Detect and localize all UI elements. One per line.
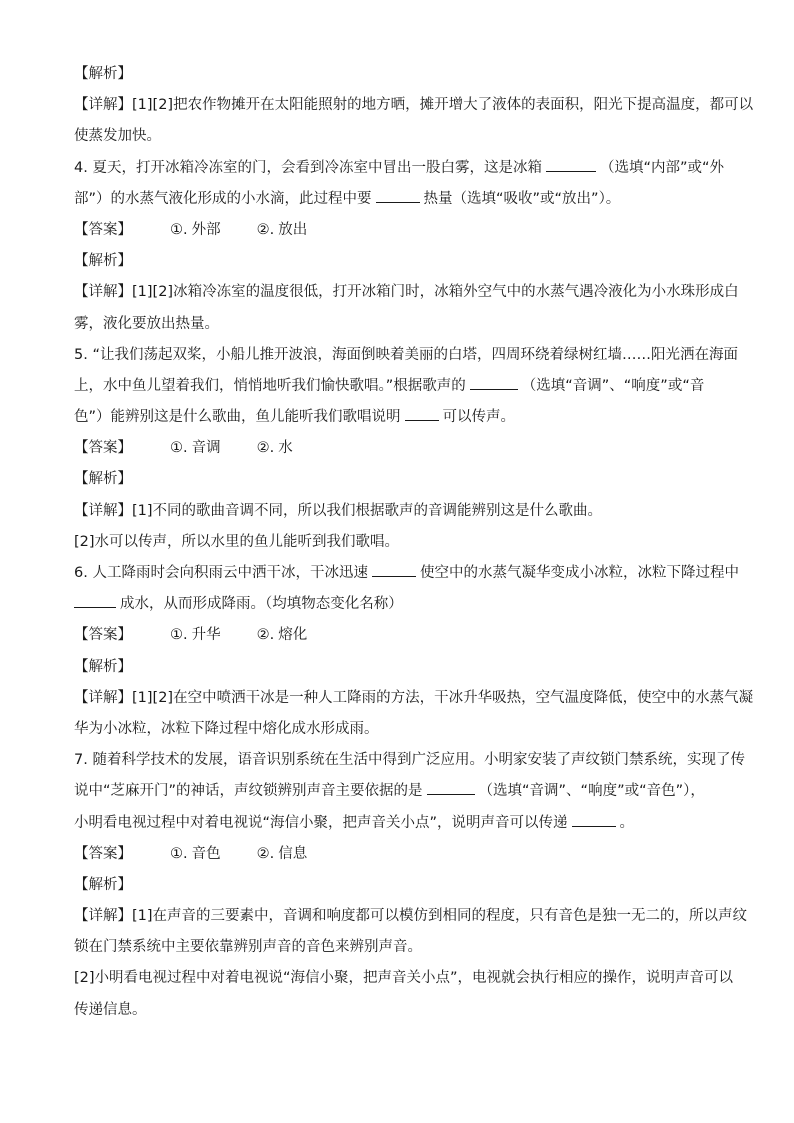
question-text: 部”）的水蒸气液化形成的小水滴，此过程中要 bbox=[74, 190, 372, 207]
detail-row-2 bbox=[74, 531, 724, 562]
analysis-label-row bbox=[74, 468, 724, 499]
detail-continuation bbox=[74, 125, 724, 156]
answer-blank bbox=[372, 562, 416, 577]
analysis-label-row bbox=[74, 874, 724, 905]
analysis-label: 【解析】 bbox=[74, 658, 132, 675]
answer-blank bbox=[470, 375, 518, 390]
detail-row bbox=[74, 94, 754, 125]
question-text: （选填“音调”、“响度”或“音 bbox=[521, 377, 705, 394]
answer-number-1: ①. bbox=[170, 221, 188, 238]
answer-2: 信息 bbox=[278, 845, 308, 862]
detail-text: [1]在声音的三要素中，音调和响度都可以模仿到相同的程度，只有音色是独一无二的，所以声纹 bbox=[132, 908, 748, 925]
analysis-label-row bbox=[74, 250, 724, 281]
analysis-label-row bbox=[74, 63, 724, 94]
question-text: 上，水中鱼儿望着我们，悄悄地听我们愉快歌唱。”根据歌声的 bbox=[74, 377, 466, 394]
detail-row bbox=[74, 905, 748, 936]
detail-label: 【详解】 bbox=[74, 502, 132, 519]
question-text: 小明看电视过程中对着电视说“海信小聚，把声音关小点”，说明声音可以传递 bbox=[74, 814, 568, 831]
analysis-label-row bbox=[74, 656, 724, 687]
detail-continuation bbox=[74, 718, 724, 749]
question-text: 7. 随着科学技术的发展，语音识别系统在生活中得到广泛应用。小明家安装了声纹锁门禁系统，实现了传 bbox=[74, 752, 745, 769]
question-text: 说中“芝麻开门”的神话，声纹锁辨别声音主要依据的是 bbox=[74, 783, 423, 800]
answer-1: 外部 bbox=[191, 221, 221, 238]
answer-number-2: ②. bbox=[256, 440, 275, 457]
answer-blank bbox=[376, 188, 420, 203]
detail-continuation bbox=[74, 936, 724, 967]
document-page bbox=[74, 63, 754, 1030]
answer-2: 放出 bbox=[278, 221, 308, 238]
answer-number-2: ②. bbox=[256, 221, 275, 238]
question-text: 热量（选填“吸收”或“放出”）。 bbox=[423, 190, 621, 207]
answer-number-1: ①. bbox=[170, 845, 188, 862]
detail-text: [1][2]在空中喷洒干冰是一种人工降雨的方法，干冰升华吸热，空气温度降低，使空中的水蒸气凝 bbox=[132, 689, 754, 706]
answer-1: 音调 bbox=[191, 440, 221, 457]
question-4-line-1 bbox=[74, 157, 724, 188]
question-5-line-2 bbox=[74, 375, 724, 406]
question-7-line-3 bbox=[74, 812, 724, 843]
detail-label: 【详解】 bbox=[74, 284, 132, 301]
analysis-label: 【解析】 bbox=[74, 471, 132, 488]
question-5-line-3 bbox=[74, 406, 724, 437]
answer-label: 【答案】 bbox=[74, 627, 132, 644]
question-6-line-1 bbox=[74, 562, 739, 593]
question-text: 成水，从而形成降雨。（均填物态变化名称） bbox=[120, 596, 403, 613]
detail-row bbox=[74, 281, 739, 312]
detail-text: 传递信息。 bbox=[74, 1001, 147, 1018]
answer-label: 【答案】 bbox=[74, 221, 132, 238]
answer-blank bbox=[546, 157, 596, 172]
detail-text: 锁在门禁系统中主要依靠辨别声音的音色来辨别声音。 bbox=[74, 939, 422, 956]
analysis-label: 【解析】 bbox=[74, 876, 132, 893]
answer-row bbox=[74, 437, 724, 468]
question-text: 5. “让我们荡起双桨，小船儿推开波浪，海面倒映着美丽的白塔，四周环绕着绿树红墙……阳光洒在海面 bbox=[74, 346, 738, 363]
answer-blank bbox=[572, 812, 616, 827]
detail-row-2 bbox=[74, 967, 734, 998]
question-text: （选填“音调”、“响度”或“音色”）， bbox=[478, 783, 705, 800]
answer-1: 升华 bbox=[191, 627, 221, 644]
answer-blank bbox=[427, 780, 475, 795]
detail-continuation bbox=[74, 313, 724, 344]
question-text: 6. 人工降雨时会向积雨云中洒干冰，干冰迅速 bbox=[74, 565, 368, 581]
detail-text: [1]不同的歌曲音调不同，所以我们根据歌声的音调能辨别这是什么歌曲。 bbox=[132, 502, 603, 519]
detail-text: [2]小明看电视过程中对着电视说“海信小聚，把声音关小点”，电视就会执行相应的操作，说明声音可以 bbox=[74, 970, 734, 987]
answer-label: 【答案】 bbox=[74, 440, 132, 457]
question-7-line-2 bbox=[74, 780, 724, 811]
detail-continuation bbox=[74, 999, 724, 1030]
detail-label: 【详解】 bbox=[74, 689, 132, 706]
answer-row bbox=[74, 843, 724, 874]
detail-text: [1][2]把农作物摊开在太阳能照射的地方晒，摊开增大了液体的表面积，阳光下提高温度，都可以 bbox=[132, 97, 754, 114]
detail-text: 使蒸发加快。 bbox=[74, 128, 161, 145]
analysis-label: 【解析】 bbox=[74, 253, 132, 270]
answer-row bbox=[74, 624, 724, 655]
answer-1: 音色 bbox=[191, 845, 221, 862]
detail-text: 雾，液化要放出热量。 bbox=[74, 315, 219, 332]
answer-row bbox=[74, 219, 724, 250]
question-text: 使空中的水蒸气凝华变成小冰粒，冰粒下降过程中 bbox=[419, 565, 739, 581]
question-5-line-1 bbox=[74, 344, 738, 375]
detail-row bbox=[74, 687, 754, 718]
question-4-line-2 bbox=[74, 188, 724, 219]
answer-number-2: ②. bbox=[256, 845, 275, 862]
answer-label: 【答案】 bbox=[74, 845, 132, 862]
answer-2: 熔化 bbox=[278, 627, 308, 644]
question-text: （选填“内部”或“外 bbox=[599, 159, 724, 176]
question-text: 可以传声。 bbox=[442, 409, 516, 426]
answer-number-1: ①. bbox=[170, 627, 188, 644]
answer-number-1: ①. bbox=[170, 440, 188, 457]
question-6-line-2 bbox=[74, 593, 724, 624]
answer-number-2: ②. bbox=[256, 627, 275, 644]
detail-row bbox=[74, 500, 724, 531]
detail-text: 华为小冰粒，冰粒下降过程中熔化成水形成雨。 bbox=[74, 720, 379, 737]
question-text: 色”）能辨别这是什么歌曲，鱼儿能听我们歌唱说明 bbox=[74, 409, 401, 426]
question-text: 4. 夏天，打开冰箱冷冻室的门，会看到冷冻室中冒出一股白雾，这是冰箱 bbox=[74, 159, 542, 176]
detail-text: [1][2]冰箱冷冻室的温度很低，打开冰箱门时，冰箱外空气中的水蒸气遇冷液化为小水珠形成白 bbox=[132, 284, 739, 301]
answer-blank bbox=[74, 593, 116, 608]
answer-2: 水 bbox=[278, 440, 293, 457]
analysis-label: 【解析】 bbox=[74, 66, 132, 82]
question-text: 。 bbox=[619, 814, 635, 831]
question-7-line-1 bbox=[74, 749, 745, 780]
detail-text: [2]水可以传声，所以水里的鱼儿能听到我们歌唱。 bbox=[74, 533, 400, 550]
detail-label: 【详解】 bbox=[74, 97, 132, 114]
answer-blank bbox=[405, 406, 439, 421]
detail-label: 【详解】 bbox=[74, 908, 132, 925]
